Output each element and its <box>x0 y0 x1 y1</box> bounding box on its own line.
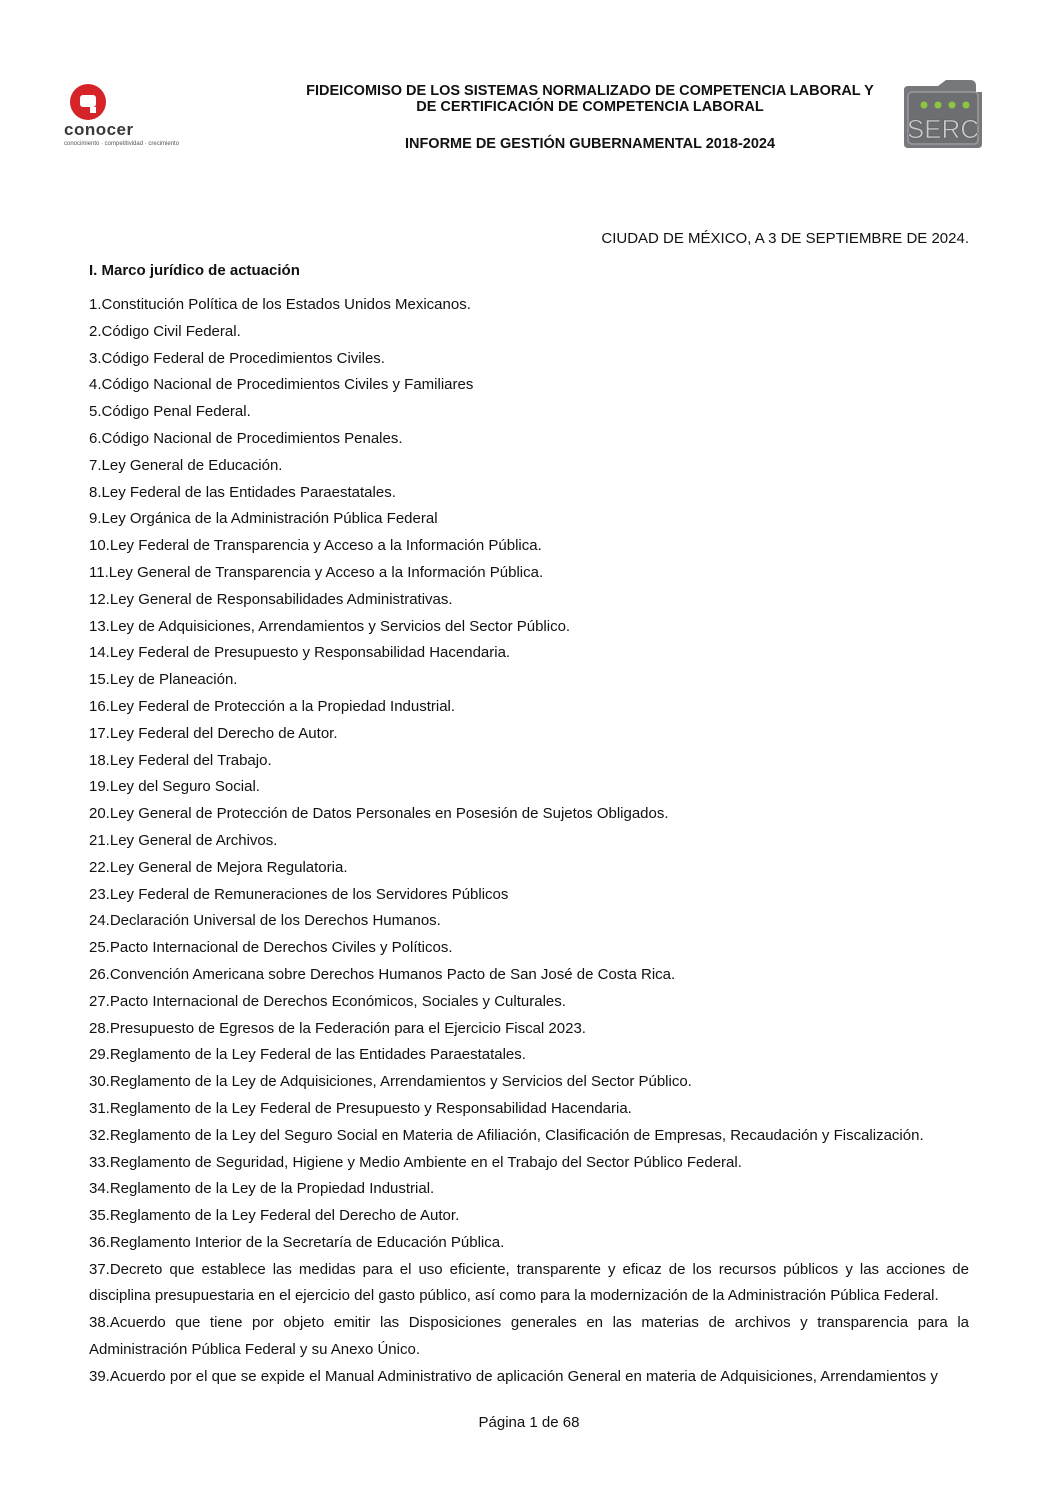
list-item: 12.Ley General de Responsabilidades Administrativas. <box>89 590 453 608</box>
list-item: 2.Código Civil Federal. <box>89 322 241 340</box>
list-item: 30.Reglamento de la Ley de Adquisiciones, Arrendamientos y Servicios del Sector Público. <box>89 1073 692 1091</box>
list-item: 28.Presupuesto de Egresos de la Federación para el Ejercicio Fiscal 2023. <box>89 1019 586 1037</box>
list-item: 19.Ley del Seguro Social. <box>89 778 260 796</box>
list-item: 29.Reglamento de la Ley Federal de las Entidades Paraestatales. <box>89 1046 526 1064</box>
list-item: 35.Reglamento de la Ley Federal del Derecho de Autor. <box>89 1207 460 1225</box>
list-item: 14.Ley Federal de Presupuesto y Responsabilidad Hacendaria. <box>89 644 511 662</box>
conocer-logo-mark-icon <box>68 82 112 122</box>
list-item: 26.Convención Americana sobre Derechos Humanos Pacto de San José de Costa Rica. <box>89 965 676 983</box>
list-item: 6.Código Nacional de Procedimientos Penales. <box>89 429 403 447</box>
conocer-logo-tagline: conocimiento · competitividad · crecimiento <box>64 141 180 147</box>
list-item: 38.Acuerdo que tiene por objeto emitir las Disposiciones generales en las materias de archivos y transparencia para la Administración Pública Federal y su Anexo Único. <box>89 1314 969 1359</box>
document-date: CIUDAD DE MÉXICO, A 3 DE SEPTIEMBRE DE 2024. <box>601 230 969 247</box>
list-item: 34.Reglamento de la Ley de la Propiedad Industrial. <box>89 1180 435 1198</box>
list-item: 20.Ley General de Protección de Datos Personales en Posesión de Sujetos Obligados. <box>89 805 669 823</box>
list-item: 31.Reglamento de la Ley Federal de Presupuesto y Responsabilidad Hacendaria. <box>89 1099 632 1117</box>
header-title-line1: FIDEICOMISO DE LOS SISTEMAS NORMALIZADO DE COMPETENCIA LABORAL Y <box>306 83 874 99</box>
list-item: 3.Código Federal de Procedimientos Civiles. <box>89 349 385 367</box>
list-item: 8.Ley Federal de las Entidades Paraestatales. <box>89 483 396 501</box>
list-item: 36.Reglamento Interior de la Secretaría de Educación Pública. <box>89 1233 505 1251</box>
list-item: 23.Ley Federal de Remuneraciones de los Servidores Públicos <box>89 885 509 903</box>
list-item: 21.Ley General de Archivos. <box>89 831 278 849</box>
page-number: Página 1 de 68 <box>478 1414 580 1431</box>
list-item: 39.Acuerdo por el que se expide el Manual Administrativo de aplicación General en materia de Adquisiciones, Arrendamientos y <box>89 1367 938 1385</box>
list-item: 27.Pacto Internacional de Derechos Económicos, Sociales y Culturales. <box>89 992 566 1010</box>
list-item: 22.Ley General de Mejora Regulatoria. <box>89 858 348 876</box>
list-item: 16.Ley Federal de Protección a la Propiedad Industrial. <box>89 697 456 715</box>
section-heading: I. Marco jurídico de actuación <box>89 262 300 279</box>
list-item: 9.Ley Orgánica de la Administración Pública Federal <box>89 510 438 528</box>
list-item: 5.Código Penal Federal. <box>89 403 251 421</box>
list-item: 24.Declaración Universal de los Derechos Humanos. <box>89 912 441 930</box>
header-subtitle: INFORME DE GESTIÓN GUBERNAMENTAL 2018-2024 <box>404 136 776 152</box>
list-item: 7.Ley General de Educación. <box>89 456 283 474</box>
list-item: 10.Ley Federal de Transparencia y Acceso a la Información Pública. <box>89 537 542 555</box>
header-title-line2: DE CERTIFICACIÓN DE COMPETENCIA LABORAL <box>416 99 764 115</box>
list-item: 18.Ley Federal del Trabajo. <box>89 751 272 769</box>
conocer-logo <box>64 80 224 150</box>
list-item: 11.Ley General de Transparencia y Acceso a la Información Pública. <box>89 563 544 581</box>
legal-framework-list <box>89 292 969 1391</box>
list-item: 37.Decreto que establece las medidas para el uso eficiente, transparente y eficaz de los recursos públicos y las acciones de disciplina presupuestaria en el ejercicio del gasto público, así como para la modernización de la Administración Pública Federal. <box>89 1260 969 1305</box>
list-item: 1.Constitución Política de los Estados Unidos Mexicanos. <box>89 296 471 313</box>
list-item: 32.Reglamento de la Ley del Seguro Social en Materia de Afiliación, Clasificación de Empresas, Recaudación y Fiscalización. <box>89 1126 924 1144</box>
list-item: 33.Reglamento de Seguridad, Higiene y Medio Ambiente en el Trabajo del Sector Público Federal. <box>89 1153 742 1171</box>
serc-logo-icon <box>902 78 984 150</box>
list-item: 13.Ley de Adquisiciones, Arrendamientos y Servicios del Sector Público. <box>89 617 571 635</box>
list-item: 15.Ley de Planeación. <box>89 671 238 689</box>
serc-logo-text: SERC <box>906 114 980 144</box>
list-item: 4.Código Nacional de Procedimientos Civiles y Familiares <box>89 376 474 394</box>
list-item: 25.Pacto Internacional de Derechos Civiles y Políticos. <box>89 939 453 957</box>
serc-logo <box>902 78 984 150</box>
conocer-logo-word: conocer <box>64 120 134 139</box>
list-item: 17.Ley Federal del Derecho de Autor. <box>89 724 338 742</box>
